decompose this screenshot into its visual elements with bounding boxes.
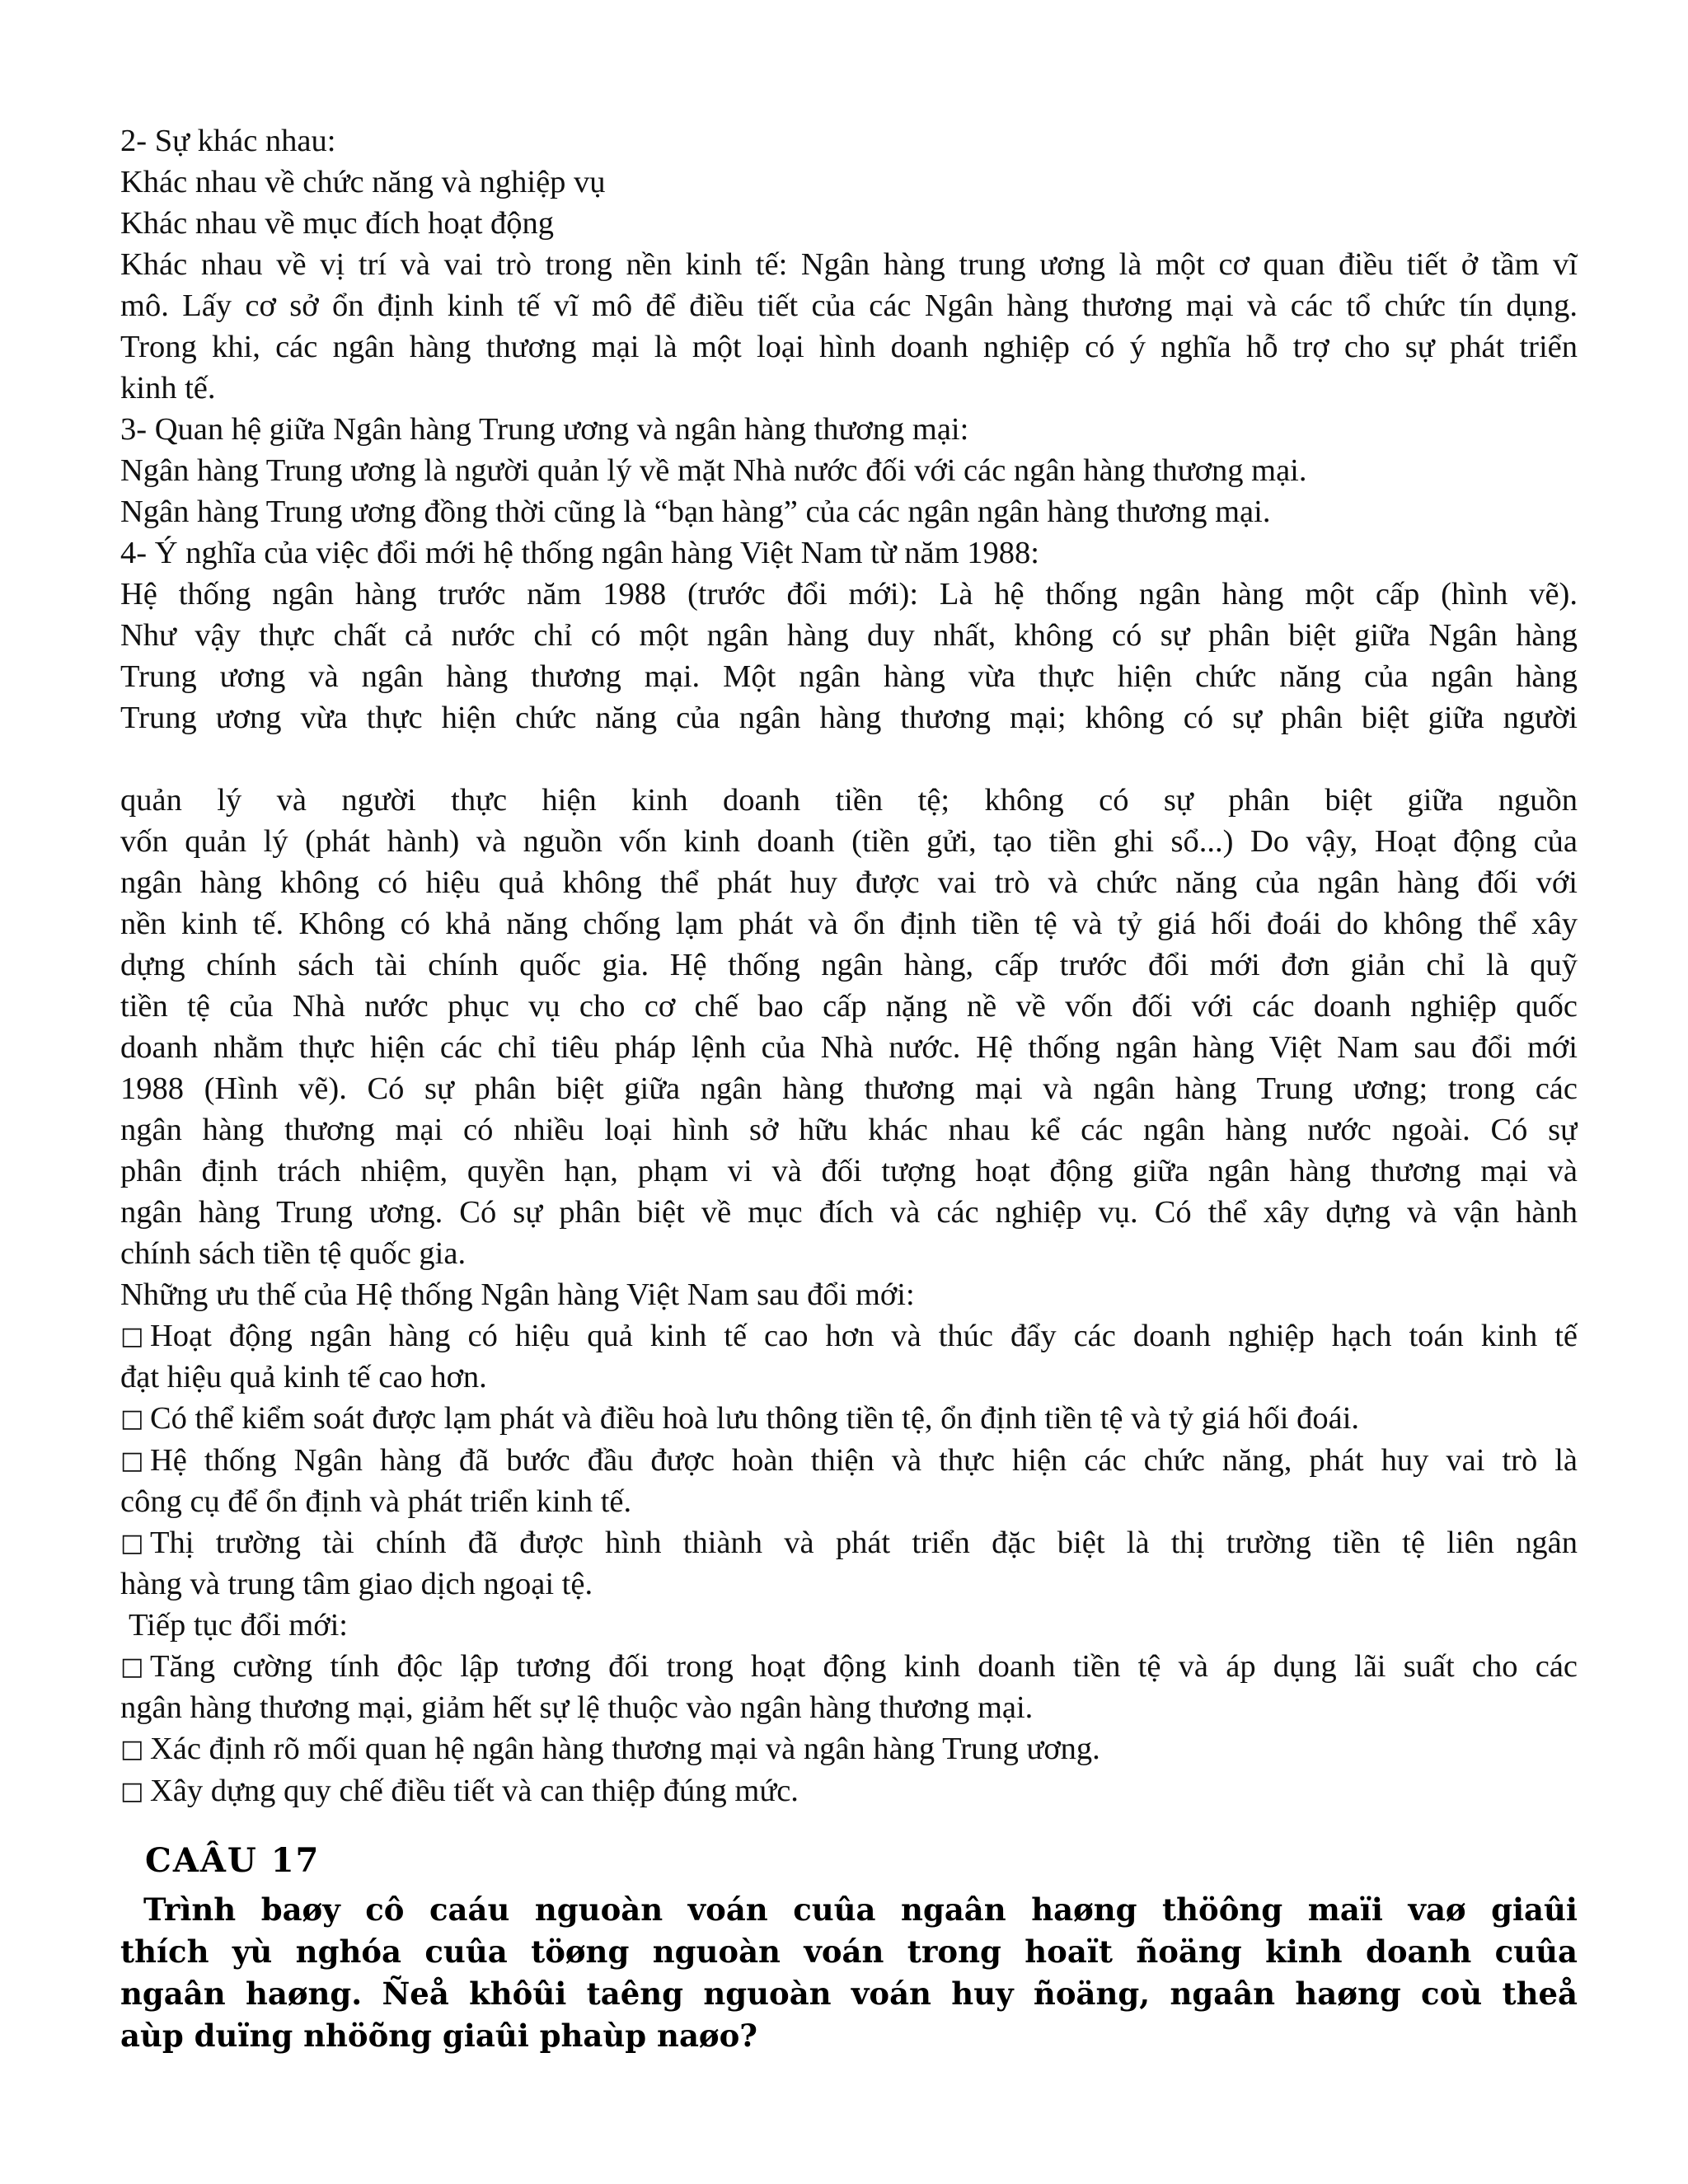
section-4-paragraph-line: doanh nhằm thực hiện các chỉ tiêu pháp lệnh của Nhà nước. Hệ thống ngân hàng Việt Nam sau đổi mới (120, 1030, 1578, 1065)
section-2-paragraph-line: Trong khi, các ngân hàng thương mại là một loại hình doanh nghiệp có ý nghĩa hỗ trợ cho sự phát triển (120, 330, 1578, 364)
question-title: CAÂU 17 (145, 1841, 321, 1880)
section-4-paragraph-line: ngân hàng thương mại có nhiều loại hình sở hữu khác nhau kể các ngân hàng nước ngoài. Có sự (120, 1113, 1578, 1147)
advantages-heading: Những ưu thế của Hệ thống Ngân hàng Việt Nam sau đổi mới: (120, 1277, 915, 1312)
question-line: Trình baøy cô caáu nguoàn voán cuûa ngaân haøng thöông maïi vaø giaûi (143, 1891, 1578, 1928)
checkbox-bullet-icon: □ (120, 1652, 144, 1681)
section-2-paragraph-line: mô. Lấy cơ sở ổn định kinh tế vĩ mô để điều tiết của các Ngân hàng thương mại và các tổ chức tín dụng. (120, 288, 1578, 323)
section-3-line: Ngân hàng Trung ương là người quản lý về mặt Nhà nước đối với các ngân hàng thương mại. (120, 453, 1307, 488)
advantage-item: □ Hoạt động ngân hàng có hiệu quả kinh tế cao hơn và thúc đẩy các doanh nghiệp hạch toán kinh tế (120, 1315, 1578, 1357)
section-2-paragraph-line: kinh tế. (120, 371, 216, 405)
question-line: ngaân haøng. Ñeå khôûi taêng nguoàn voán huy ñoäng, ngaân haøng coù theå (120, 1975, 1578, 2012)
section-4-paragraph-line: quản lý và người thực hiện kinh doanh tiền tệ; không có sự phân biệt giữa nguồn (120, 783, 1578, 818)
section-2-line: Khác nhau về chức năng và nghiệp vụ (120, 165, 606, 199)
section-4-paragraph-line: Như vậy thực chất cả nước chỉ có một ngân hàng duy nhất, không có sự phân biệt giữa Ngân hàng (120, 618, 1578, 653)
checkbox-bullet-icon: □ (120, 1777, 144, 1806)
section-4-paragraph-line: ngân hàng không có hiệu quả không thể phát huy được vai trò và chức năng của ngân hàng đối với (120, 865, 1578, 900)
section-2 (120, 120, 1578, 738)
section-4-paragraph-line: vốn quản lý (phát hành) và nguồn vốn kinh doanh (tiền gửi, tạo tiền ghi sổ...) Do vậy, Hoạt động của (120, 824, 1578, 859)
question-body (120, 1889, 1578, 2057)
section-3-line: Ngân hàng Trung ương đồng thời cũng là “bạn hàng” của các ngân ngân hàng thương mại. (120, 494, 1271, 529)
section-4-paragraph-line: nền kinh tế. Không có khả năng chống lạm phát và ổn định tiền tệ và tỷ giá hối đoái do không thể xây (120, 907, 1578, 941)
checkbox-bullet-icon: □ (120, 1735, 144, 1764)
continue-item: □ Tăng cường tính độc lập tương đối trong hoạt động kinh doanh tiền tệ và áp dụng lãi suất cho các (120, 1646, 1578, 1687)
advantage-item-continuation: hàng và trung tâm giao dịch ngoại tệ. (120, 1567, 593, 1601)
checkbox-bullet-icon: □ (120, 1446, 144, 1475)
section-4-continued (120, 780, 1578, 1812)
section-4-paragraph-line: dựng chính sách tài chính quốc gia. Hệ thống ngân hàng, cấp trước đổi mới đơn giản chỉ là quỹ (120, 948, 1578, 982)
continue-item: □ Xác định rõ mối quan hệ ngân hàng thương mại và ngân hàng Trung ương. (120, 1728, 1578, 1770)
checkbox-bullet-icon: □ (120, 1322, 144, 1351)
advantage-item: □ Hệ thống Ngân hàng đã bước đầu được hoàn thiện và thực hiện các chức năng, phát huy vai trò là (120, 1440, 1578, 1481)
checkbox-bullet-icon: □ (120, 1404, 144, 1433)
advantage-item: □ Thị trường tài chính đã được hình thiành và phát triển đặc biệt là thị trường tiền tệ liên ngân (120, 1522, 1578, 1563)
advantage-item-continuation: công cụ để ổn định và phát triển kinh tế. (120, 1484, 632, 1519)
section-2-paragraph-line: Khác nhau về vị trí và vai trò trong nền kinh tế: Ngân hàng trung ương là một cơ quan điều tiết ở tầm vĩ (120, 247, 1578, 282)
section-4-paragraph-line: ngân hàng Trung ương. Có sự phân biệt về mục đích và các nghiệp vụ. Có thể xây dựng và vận hành (120, 1195, 1578, 1230)
section-4-paragraph-line: phân định trách nhiệm, quyền hạn, phạm vi và đối tượng hoạt động giữa ngân hàng thương mại và (120, 1154, 1578, 1188)
section-4-paragraph-line: 1988 (Hình vẽ). Có sự phân biệt giữa ngân hàng thương mại và ngân hàng Trung ương; trong các (120, 1071, 1578, 1106)
continue-item: □ Xây dựng quy chế điều tiết và can thiệp đúng mức. (120, 1770, 1578, 1812)
question-line: thích yù nghóa cuûa töøng nguoàn voán trong hoaït ñoäng kinh doanh cuûa (120, 1933, 1578, 1970)
advantage-item: □ Có thể kiểm soát được lạm phát và điều hoà lưu thông tiền tệ, ổn định tiền tệ và tỷ giá hối đoái. (120, 1398, 1578, 1440)
question-17 (120, 1840, 1578, 2057)
section-4-paragraph-line: Trung ương và ngân hàng thương mại. Một ngân hàng vừa thực hiện chức năng của ngân hàng (120, 659, 1578, 694)
advantage-item-continuation: đạt hiệu quả kinh tế cao hơn. (120, 1360, 487, 1394)
section-4-heading: 4- Ý nghĩa của việc đổi mới hệ thống ngân hàng Việt Nam từ năm 1988: (120, 536, 1039, 570)
question-line: aùp duïng nhöõng giaûi phaùp naøo? (120, 2018, 757, 2054)
section-2-heading: 2- Sự khác nhau: (120, 124, 336, 158)
section-4-paragraph-line: Trung ương vừa thực hiện chức năng của ngân hàng thương mại; không có sự phân biệt giữa người (120, 701, 1578, 735)
checkbox-bullet-icon: □ (120, 1529, 144, 1558)
section-4-paragraph-line: chính sách tiền tệ quốc gia. (120, 1236, 467, 1271)
section-4-paragraph-line: tiền tệ của Nhà nước phục vụ cho cơ chế bao cấp nặng nề về vốn đối với các doanh nghiệp quốc (120, 989, 1578, 1024)
section-3-heading: 3- Quan hệ giữa Ngân hàng Trung ương và ngân hàng thương mại: (120, 412, 969, 447)
section-4-paragraph-line: Hệ thống ngân hàng trước năm 1988 (trước đổi mới): Là hệ thống ngân hàng một cấp (hình vẽ). (120, 577, 1578, 612)
continue-heading: Tiếp tục đổi mới: (129, 1608, 349, 1643)
section-2-line: Khác nhau về mục đích hoạt động (120, 206, 555, 241)
continue-item-continuation: ngân hàng thương mại, giảm hết sự lệ thuộc vào ngân hàng thương mại. (120, 1690, 1034, 1725)
